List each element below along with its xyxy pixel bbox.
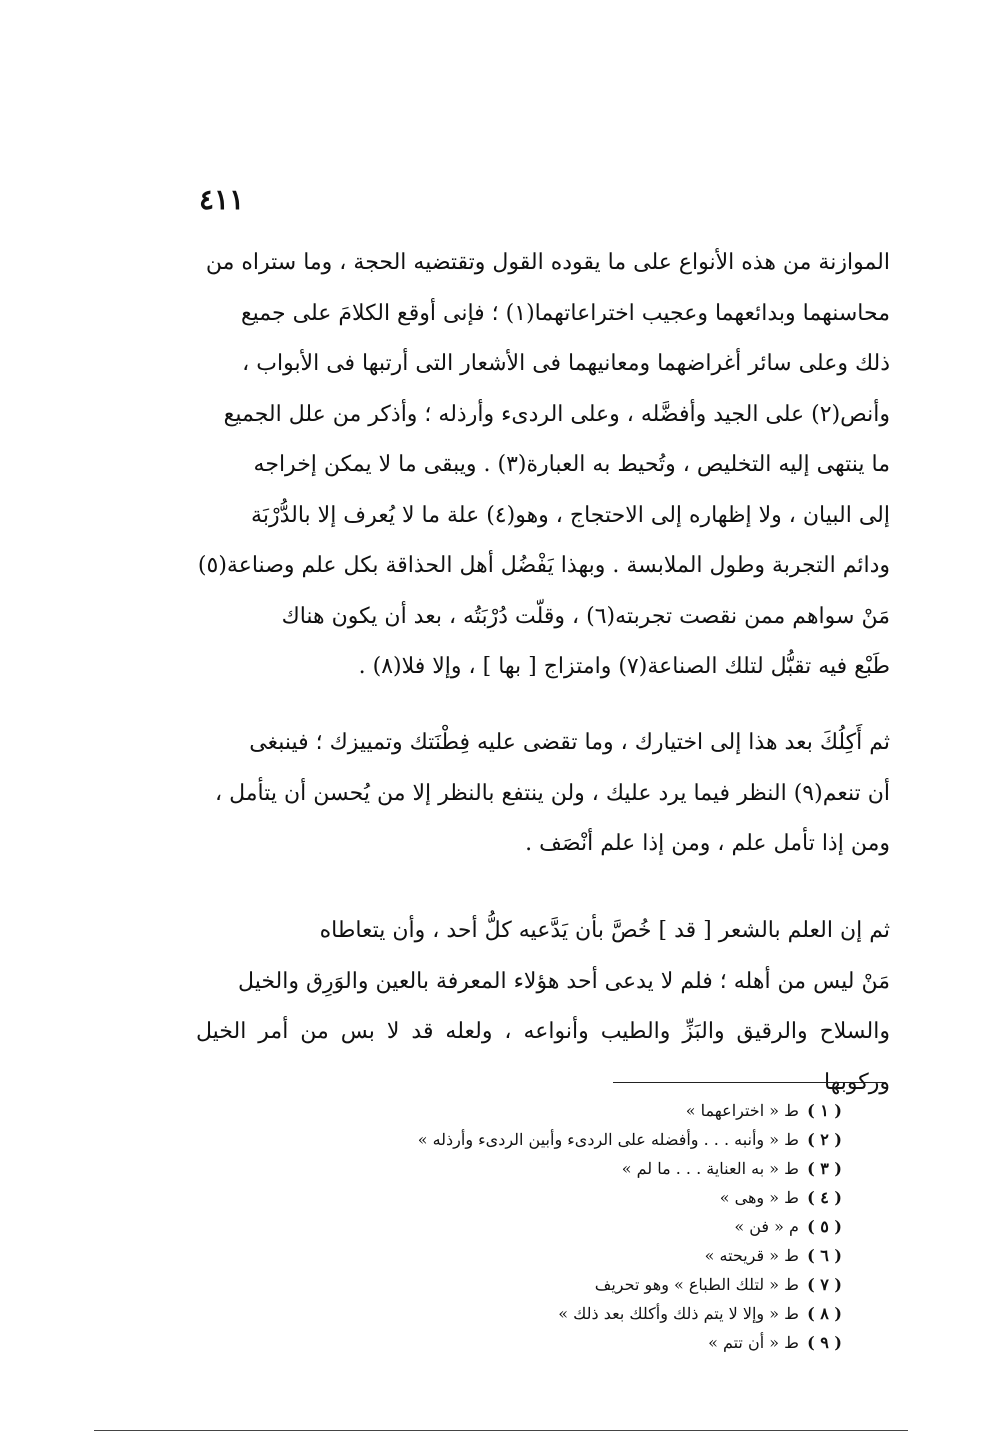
footnote-number: ( ٤ ) — [807, 1188, 842, 1207]
text-line: ودائم التجربة وطول الملابسة . وبهذا يَفْضُل أهل الحذاقة بكل علم وصناعة(٥) — [197, 553, 890, 578]
footnote — [322, 1125, 842, 1154]
footnote-text: ط « وهى » — [719, 1188, 799, 1207]
footnote — [322, 1212, 842, 1241]
footnote — [322, 1241, 842, 1270]
page-number: ٤١١ — [199, 183, 245, 216]
paragraph-2 — [196, 718, 890, 870]
footnote-text: ط « اختراعهما » — [685, 1101, 799, 1120]
text-line: الموازنة من هذه الأنواع على ما يقوده القول وتقتضيه الحجة ، وما ستراه من — [205, 250, 890, 275]
footnote-number: ( ٨ ) — [807, 1304, 842, 1323]
text-line: أن تنعم(٩) النظر فيما يرد عليك ، ولن ينتفع بالنظر إلا من يُحسن أن يتأمل ، — [215, 780, 890, 806]
footnote-text: ط « قريحته » — [704, 1246, 799, 1265]
footnote-text: ط « وإلا لا يتم ذلك وأكلك بعد ذلك » — [558, 1304, 799, 1323]
footnote-number: ( ٩ ) — [807, 1333, 842, 1352]
text-line: طَبْع فيه تقبُّل لتلك الصناعة(٧) وامتزاج [ بها ] ، وإلا فلا(٨) . — [358, 654, 890, 679]
footnotes — [322, 1096, 842, 1357]
footnote-text: ط « لتلك الطباع » وهو تحريف — [594, 1275, 799, 1294]
text-line: ذلك وعلى سائر أغراضهما ومعانيهما فى الأشعار التى أرتبها فى الأبواب ، — [242, 351, 890, 376]
footnote-number: ( ٧ ) — [807, 1275, 842, 1294]
footnote — [322, 1328, 842, 1357]
text-line: وأنص(٢) على الجيد وأفضَّله ، وعلى الردىء وأرذله ؛ وأذكر من علل الجميع — [223, 401, 890, 427]
footnote — [322, 1096, 842, 1125]
text-line: ومن إذا تأمل علم ، ومن إذا علم أنْصَف . — [525, 831, 890, 856]
footnote-number: ( ٦ ) — [807, 1246, 842, 1265]
text-line: ثم أَكِلُكَ بعد هذا إلى اختيارك ، وما تقضى عليه فِطْنَتك وتمييزك ؛ فينبغى — [249, 730, 890, 755]
paragraph-1 — [196, 238, 890, 693]
footnote-separator — [613, 1082, 886, 1083]
text-line: إلى البيان ، ولا إظهاره إلى الاحتجاج ، وهو(٤) علة ما لا يُعرف إلا بالدُّرْبَة — [251, 502, 890, 528]
text-line: مَنْ سواهم ممن نقصت تجربته(٦) ، وقلّت دُرْبَتُه ، بعد أن يكون هناك — [281, 603, 890, 629]
footnote-number: ( ٥ ) — [807, 1217, 842, 1236]
text-line: ثم إن العلم بالشعر [ قد ] خُصَّ بأن يَدَّعيه كلُّ أحد ، وأن يتعاطاه — [319, 918, 890, 943]
footnote — [322, 1183, 842, 1212]
paragraph-3 — [196, 906, 890, 1108]
footnote-text: ط « به العناية . . . ما لم » — [621, 1159, 799, 1178]
footnote — [322, 1299, 842, 1328]
page-bottom-rule — [94, 1430, 908, 1431]
text-line: والسلاح والرقيق والبَزِّ والطيب وأنواعه ، ولعله قد لا بس من أمر الخيل وركوبها — [196, 1019, 890, 1095]
footnote — [322, 1154, 842, 1183]
footnote-text: م « فن » — [734, 1217, 799, 1236]
footnote-text: ط « وأنبه . . . وأفضله على الردىء وأبين الردىء وأرذله » — [417, 1130, 799, 1149]
footnote-number: ( ٣ ) — [807, 1159, 842, 1178]
footnote — [322, 1270, 842, 1299]
text-line: ما ينتهى إليه التخليص ، وتُحيط به العبارة(٣) . ويبقى ما لا يمكن إخراجه — [253, 452, 890, 477]
footnote-number: ( ٢ ) — [807, 1130, 842, 1149]
text-line: مَنْ ليس من أهله ؛ فلم لا يدعى أحد هؤلاء المعرفة بالعين والوَرِق والخيل — [238, 968, 890, 994]
footnote-number: ( ١ ) — [807, 1101, 842, 1120]
footnote-text: ط « أن تتم » — [708, 1333, 799, 1352]
text-line: محاسنهما وبدائعهما وعجيب اختراعاتهما(١) ؛ فإنى أوقع الكلامَ على جميع — [240, 300, 890, 326]
